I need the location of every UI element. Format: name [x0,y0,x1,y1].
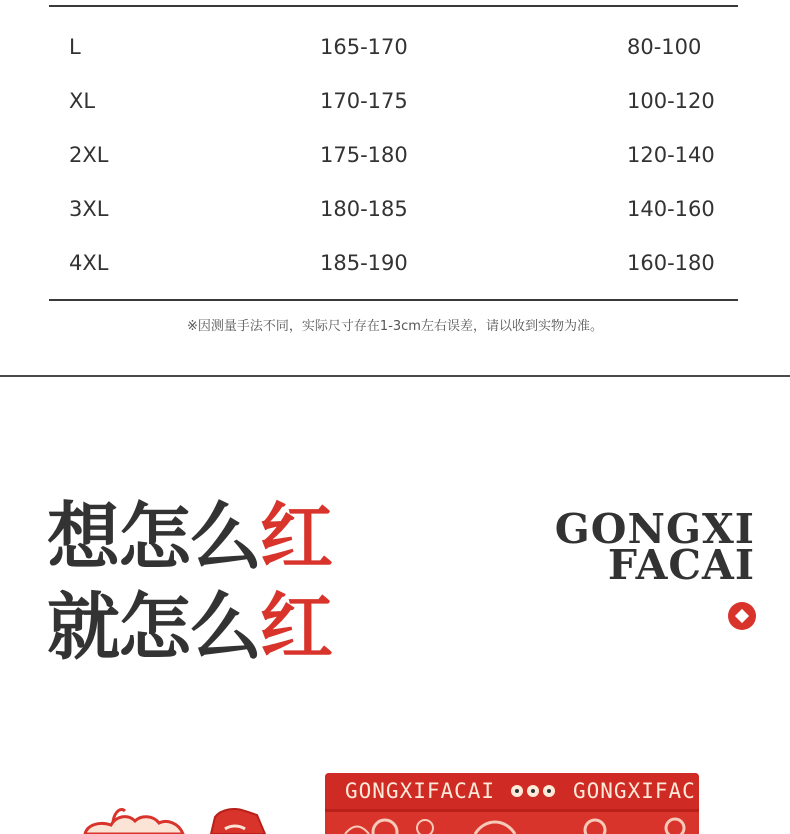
weight-cell: 140-160 [627,197,715,221]
coin-hole [735,609,749,623]
table-row [0,27,790,67]
headline-1-accent: 红 [260,494,331,580]
table-bottom-rule [49,299,738,301]
weight-cell: 160-180 [627,251,715,275]
height-cell: 165-170 [320,35,408,59]
coin-icon [728,602,756,630]
size-cell: XL [69,89,96,113]
height-cell: 170-175 [320,89,408,113]
waistband [325,773,699,812]
table-row [0,243,790,283]
size-cell: 3XL [69,197,109,221]
mascot-illustration [75,803,275,834]
headline-2-text: 就怎么 [47,584,260,670]
weight-cell: 80-100 [627,35,702,59]
headline-1-text: 想怎么 [47,494,260,580]
eye-icon [543,785,555,797]
product-image [325,773,699,834]
weight-cell: 100-120 [627,89,715,113]
measurement-note: ※因测量手法不同，实际尺寸存在1-3cm左右误差，请以收到实物为准。 [187,319,603,334]
waistband-text: GONGXIFAC [573,779,696,803]
headline-line-2 [47,584,331,670]
size-cell: 4XL [69,251,109,275]
headline-line-1 [47,494,331,580]
section-divider [0,375,790,377]
table-row [0,81,790,121]
height-cell: 185-190 [320,251,408,275]
eyes-icon [511,785,555,797]
waistband-text: GONGXIFACAI [345,779,496,803]
table-top-rule [49,5,738,7]
height-cell: 175-180 [320,143,408,167]
size-cell: L [69,35,81,59]
english-title-line-1: GONGXI [554,505,755,553]
weight-cell: 120-140 [627,143,715,167]
english-title-line-2: FACAI [607,541,755,589]
table-row [0,135,790,175]
size-cell: 2XL [69,143,109,167]
table-row [0,189,790,229]
eye-icon [527,785,539,797]
height-cell: 180-185 [320,197,408,221]
fabric-pattern [325,812,699,834]
headline-2-accent: 红 [260,584,331,670]
eye-icon [511,785,523,797]
